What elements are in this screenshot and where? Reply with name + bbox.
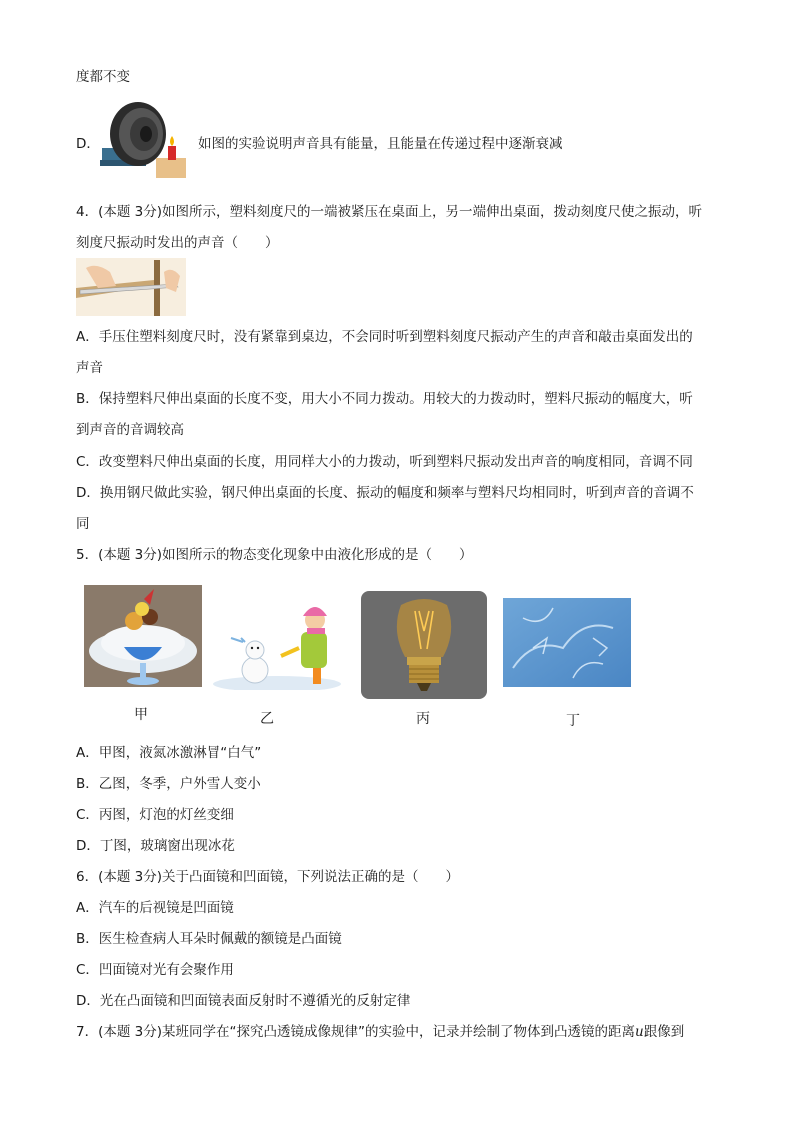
snowman-image xyxy=(211,598,343,690)
caption-bing: 丙 xyxy=(416,711,430,727)
q7-stem-part2: 跟像到 xyxy=(643,1024,685,1040)
caption-ding: 丁 xyxy=(566,713,580,729)
q6-option-b: B．医生检查病人耳朵时佩戴的额镜是凸面镜 xyxy=(76,931,342,947)
ice-cream-image xyxy=(84,585,202,687)
q5-option-c: C．丙图，灯泡的灯丝变细 xyxy=(76,807,234,823)
q7-stem xyxy=(76,1023,684,1041)
q4-option-d-line1: D．换用钢尺做此实验，钢尺伸出桌面的长度、振动的幅度和频率与塑料尺均相同时，听到声音的音调不 xyxy=(76,485,694,501)
light-bulb-image xyxy=(361,591,487,699)
q4-option-b-line1: B．保持塑料尺伸出桌面的长度不变，用大小不同力拨动。用较大的力拨动时，塑料尺振动的幅度大，听 xyxy=(76,391,693,407)
q6-option-a: A．汽车的后视镜是凹面镜 xyxy=(76,900,234,916)
q5-option-d: D．丁图，玻璃窗出现冰花 xyxy=(76,838,235,854)
q4-option-c: C．改变塑料尺伸出桌面的长度，用同样大小的力拨动，听到塑料尺振动发出声音的响度相同，音调不同 xyxy=(76,454,693,470)
q4-stem-line1: 4．(本题 3分)如图所示，塑料刻度尺的一端被紧压在桌面上，另一端伸出桌面，拨动刻度尺使之振动，听 xyxy=(76,204,703,220)
q4-option-a-line2: 声音 xyxy=(76,360,103,376)
frost-window-image xyxy=(503,598,631,687)
q6-option-c: C．凹面镜对光有会聚作用 xyxy=(76,962,234,978)
q7-stem-var: u xyxy=(635,1024,644,1040)
q4-option-b-line2: 到声音的音调较高 xyxy=(76,422,184,438)
q5-option-a: A．甲图，液氮冰激淋冒“白气” xyxy=(76,745,262,761)
q4-stem-line2: 刻度尺振动时发出的声音（ ） xyxy=(76,235,279,251)
ruler-table-image xyxy=(76,258,186,316)
q4-option-d-line2: 同 xyxy=(76,516,90,532)
q3-option-d-label: D． xyxy=(76,136,100,152)
q3-continuation: 度都不变 xyxy=(76,69,130,85)
q6-option-d: D．光在凸面镜和凹面镜表面反射时不遵循光的反射定律 xyxy=(76,993,411,1009)
caption-yi: 乙 xyxy=(260,711,274,727)
q7-stem-part1: 7．(本题 3分)某班同学在“探究凸透镜成像规律”的实验中，记录并绘制了物体到凸透镜的距离 xyxy=(76,1024,635,1040)
speaker-candle-image xyxy=(98,98,190,182)
caption-jia: 甲 xyxy=(134,707,148,723)
q6-stem: 6．(本题 3分)关于凸面镜和凹面镜，下列说法正确的是（ ） xyxy=(76,869,460,885)
q3-option-d-text: 如图的实验说明声音具有能量，且能量在传递过程中逐渐衰减 xyxy=(198,136,563,152)
q5-option-b: B．乙图，冬季，户外雪人变小 xyxy=(76,776,261,792)
q4-option-a-line1: A．手压住塑料刻度尺时，没有紧靠到桌边，不会同时听到塑料刻度尺振动产生的声音和敲击桌面发出的 xyxy=(76,329,693,345)
q5-stem: 5．(本题 3分)如图所示的物态变化现象中由液化形成的是（ ） xyxy=(76,547,473,563)
